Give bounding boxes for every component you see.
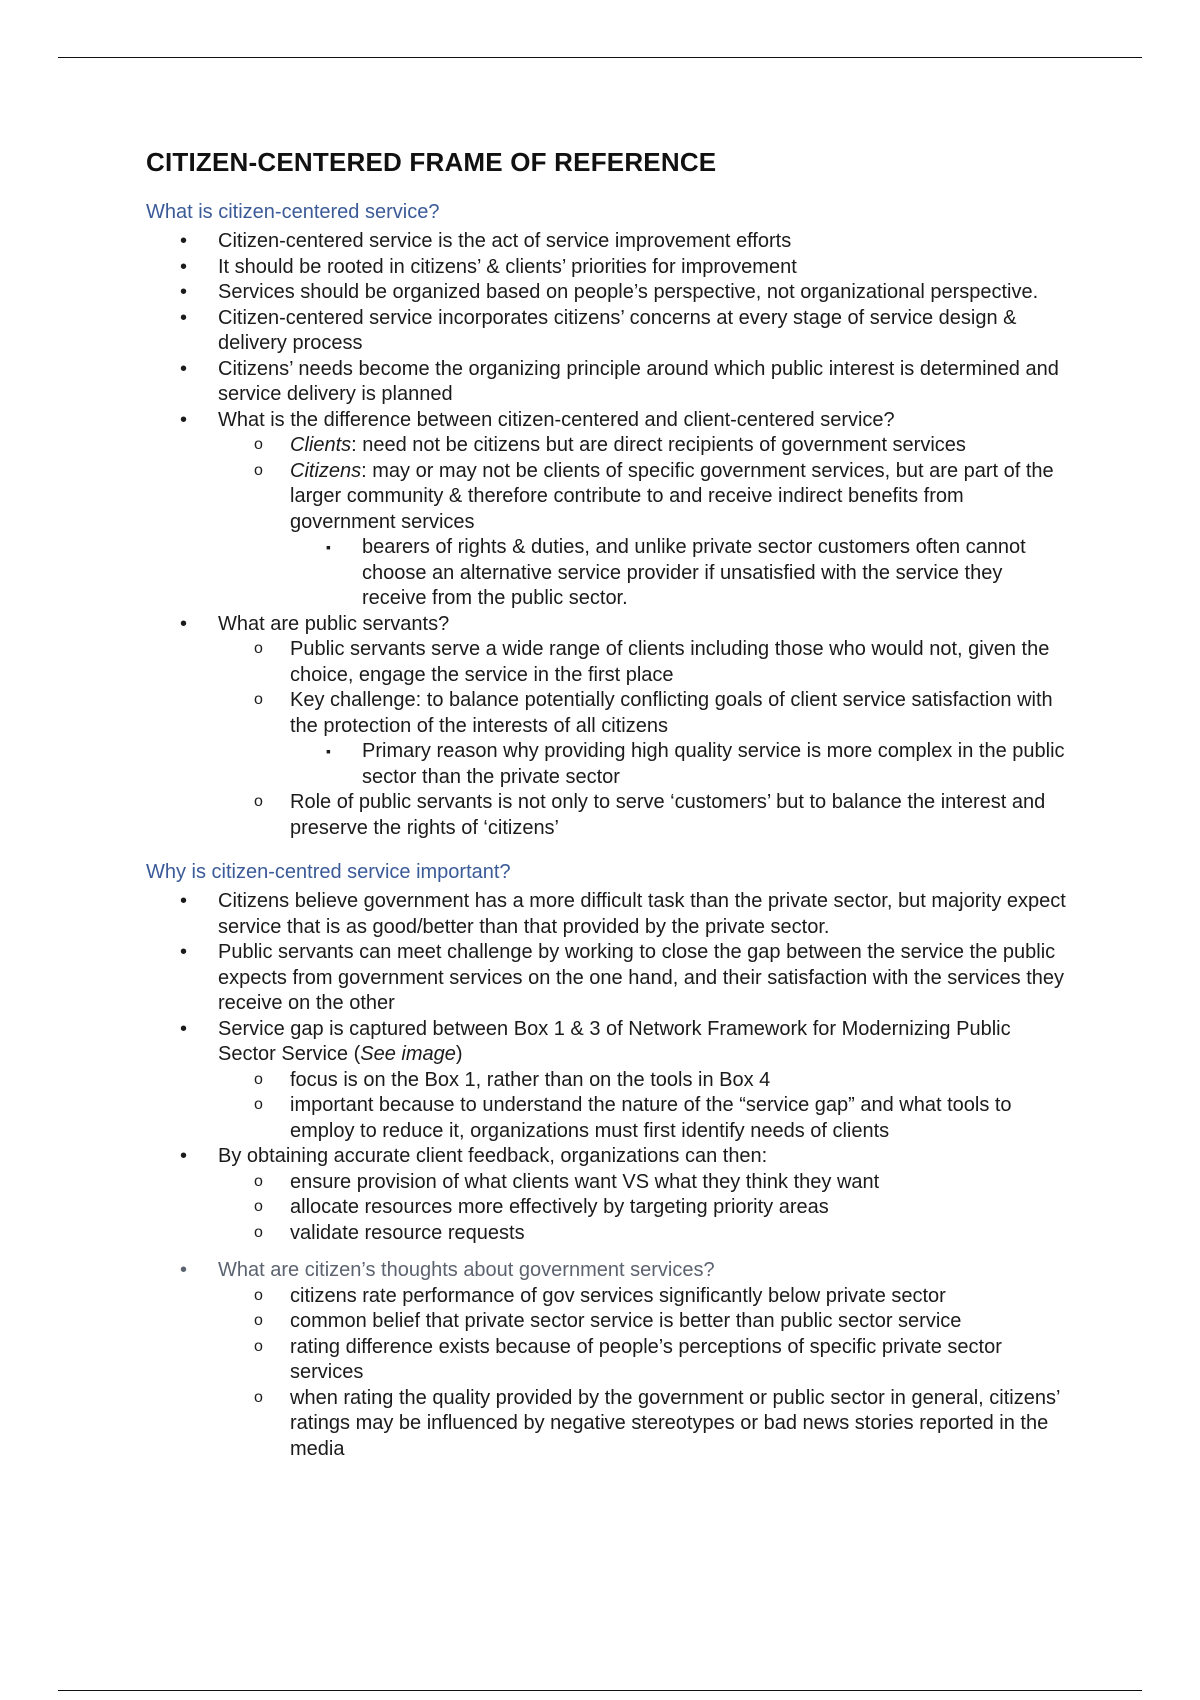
list-item-text: Service gap is captured between Box 1 & 3 of Network Framework for Modernizing Public Sector Service ( — [218, 1017, 1011, 1065]
sublist-item-key-challenge — [218, 688, 1066, 790]
subsublist-item: ▪ bearers of rights & duties, and unlike private sector customers often cannot choose an alternative service provider if unsatisfied with the service they receive from the public sector. — [290, 535, 1066, 612]
list-item-public-servants — [146, 612, 1066, 842]
list-item: • Citizens believe government has a more difficult task than the private sector, but majority expect service that is as good/better than that provided by the private sector. — [146, 889, 1066, 940]
sublist-item: o common belief that private sector service is better than public sector service — [218, 1309, 1066, 1335]
list-item: • It should be rooted in citizens’ & clients’ priorities for improvement — [146, 255, 1066, 281]
list-item: • Citizens’ needs become the organizing principle around which public interest is determined and service delivery is planned — [146, 357, 1066, 408]
public-servants-sublist — [218, 637, 1066, 841]
closing-paren: ) — [455, 1043, 463, 1065]
see-image-reference: See image — [360, 1043, 456, 1065]
feedback-sublist — [218, 1170, 1066, 1247]
bottom-rule — [58, 1690, 1142, 1691]
list-item-feedback — [146, 1144, 1066, 1246]
thoughts-sublist — [218, 1284, 1066, 1463]
list-item-text: What is the difference between citizen-centered and client-centered service? — [218, 408, 895, 431]
sublist-item: o ensure provision of what clients want VS what they think they want — [218, 1170, 1066, 1196]
list-item-service-gap — [146, 1017, 1066, 1145]
section-heading-why-important: Why is citizen-centred service important? — [146, 861, 511, 883]
list-item: • Public servants can meet challenge by working to close the gap between the service the public expects from government services on the one hand, and their satisfaction with the services they receive on the other — [146, 940, 1066, 1017]
list-item-text: What are citizen’s thoughts about government services? — [218, 1259, 715, 1281]
clients-term: Clients — [290, 434, 352, 456]
sublist-item-text: Key challenge: to balance potentially conflicting goals of client service satisfaction with the protection of the interests of all citizens — [290, 689, 1053, 737]
list-item-text: What are public servants? — [218, 612, 450, 635]
list-item-text: By obtaining accurate client feedback, organizations can then: — [218, 1145, 768, 1167]
list-item: • Citizen-centered service is the act of service improvement efforts — [146, 229, 1066, 255]
sublist-item: o Public servants serve a wide range of clients including those who would not, given the choice, engage the service in the first place — [218, 637, 1066, 688]
sublist-item-clients — [218, 433, 1066, 459]
difference-sublist — [218, 433, 1066, 612]
sublist-item: o Role of public servants is not only to serve ‘customers’ but to balance the interest and preserve the rights of ‘citizens’ — [218, 790, 1066, 841]
citizens-term: Citizens — [290, 459, 362, 482]
sublist-item: o when rating the quality provided by the government or public sector in general, citizens’ ratings may be influenced by negative stereotypes or bad news stories reported in the media — [218, 1386, 1066, 1463]
subsublist-item: ▪ Primary reason why providing high quality service is more complex in the public sector than the private sector — [290, 739, 1066, 790]
sublist-item: o allocate resources more effectively by targeting priority areas — [218, 1195, 1066, 1221]
list-item: • Services should be organized based on people’s perspective, not organizational perspective. — [146, 280, 1066, 306]
citizens-subsublist — [290, 535, 1066, 612]
list-item-difference — [146, 408, 1066, 612]
section-1-list — [146, 229, 1066, 841]
list-item-citizen-thoughts — [146, 1258, 1066, 1462]
sublist-item: o validate resource requests — [218, 1221, 1066, 1247]
document-body — [146, 145, 1066, 1462]
top-rule — [58, 57, 1142, 58]
document-title: CITIZEN-CENTERED FRAME OF REFERENCE — [146, 147, 717, 177]
key-challenge-subsublist — [290, 739, 1066, 790]
sublist-item: o important because to understand the nature of the “service gap” and what tools to employ to reduce it, organizations must first identify needs of clients — [218, 1093, 1066, 1144]
service-gap-sublist — [218, 1068, 1066, 1145]
sublist-item: o focus is on the Box 1, rather than on the tools in Box 4 — [218, 1068, 1066, 1094]
citizens-definition: : may or may not be clients of specific government services, but are part of the larger community & therefore contribute to and receive indirect benefits from government services — [290, 459, 1054, 533]
list-item: • Citizen-centered service incorporates citizens’ concerns at every stage of service design & delivery process — [146, 306, 1066, 357]
sublist-item: o citizens rate performance of gov services significantly below private sector — [218, 1284, 1066, 1310]
section-2-list — [146, 889, 1066, 1462]
section-heading-what-is: What is citizen-centered service? — [146, 201, 440, 223]
sublist-item-citizens — [218, 459, 1066, 612]
clients-definition: : need not be citizens but are direct recipients of government services — [351, 434, 966, 456]
sublist-item: o rating difference exists because of people’s perceptions of specific private sector services — [218, 1335, 1066, 1386]
